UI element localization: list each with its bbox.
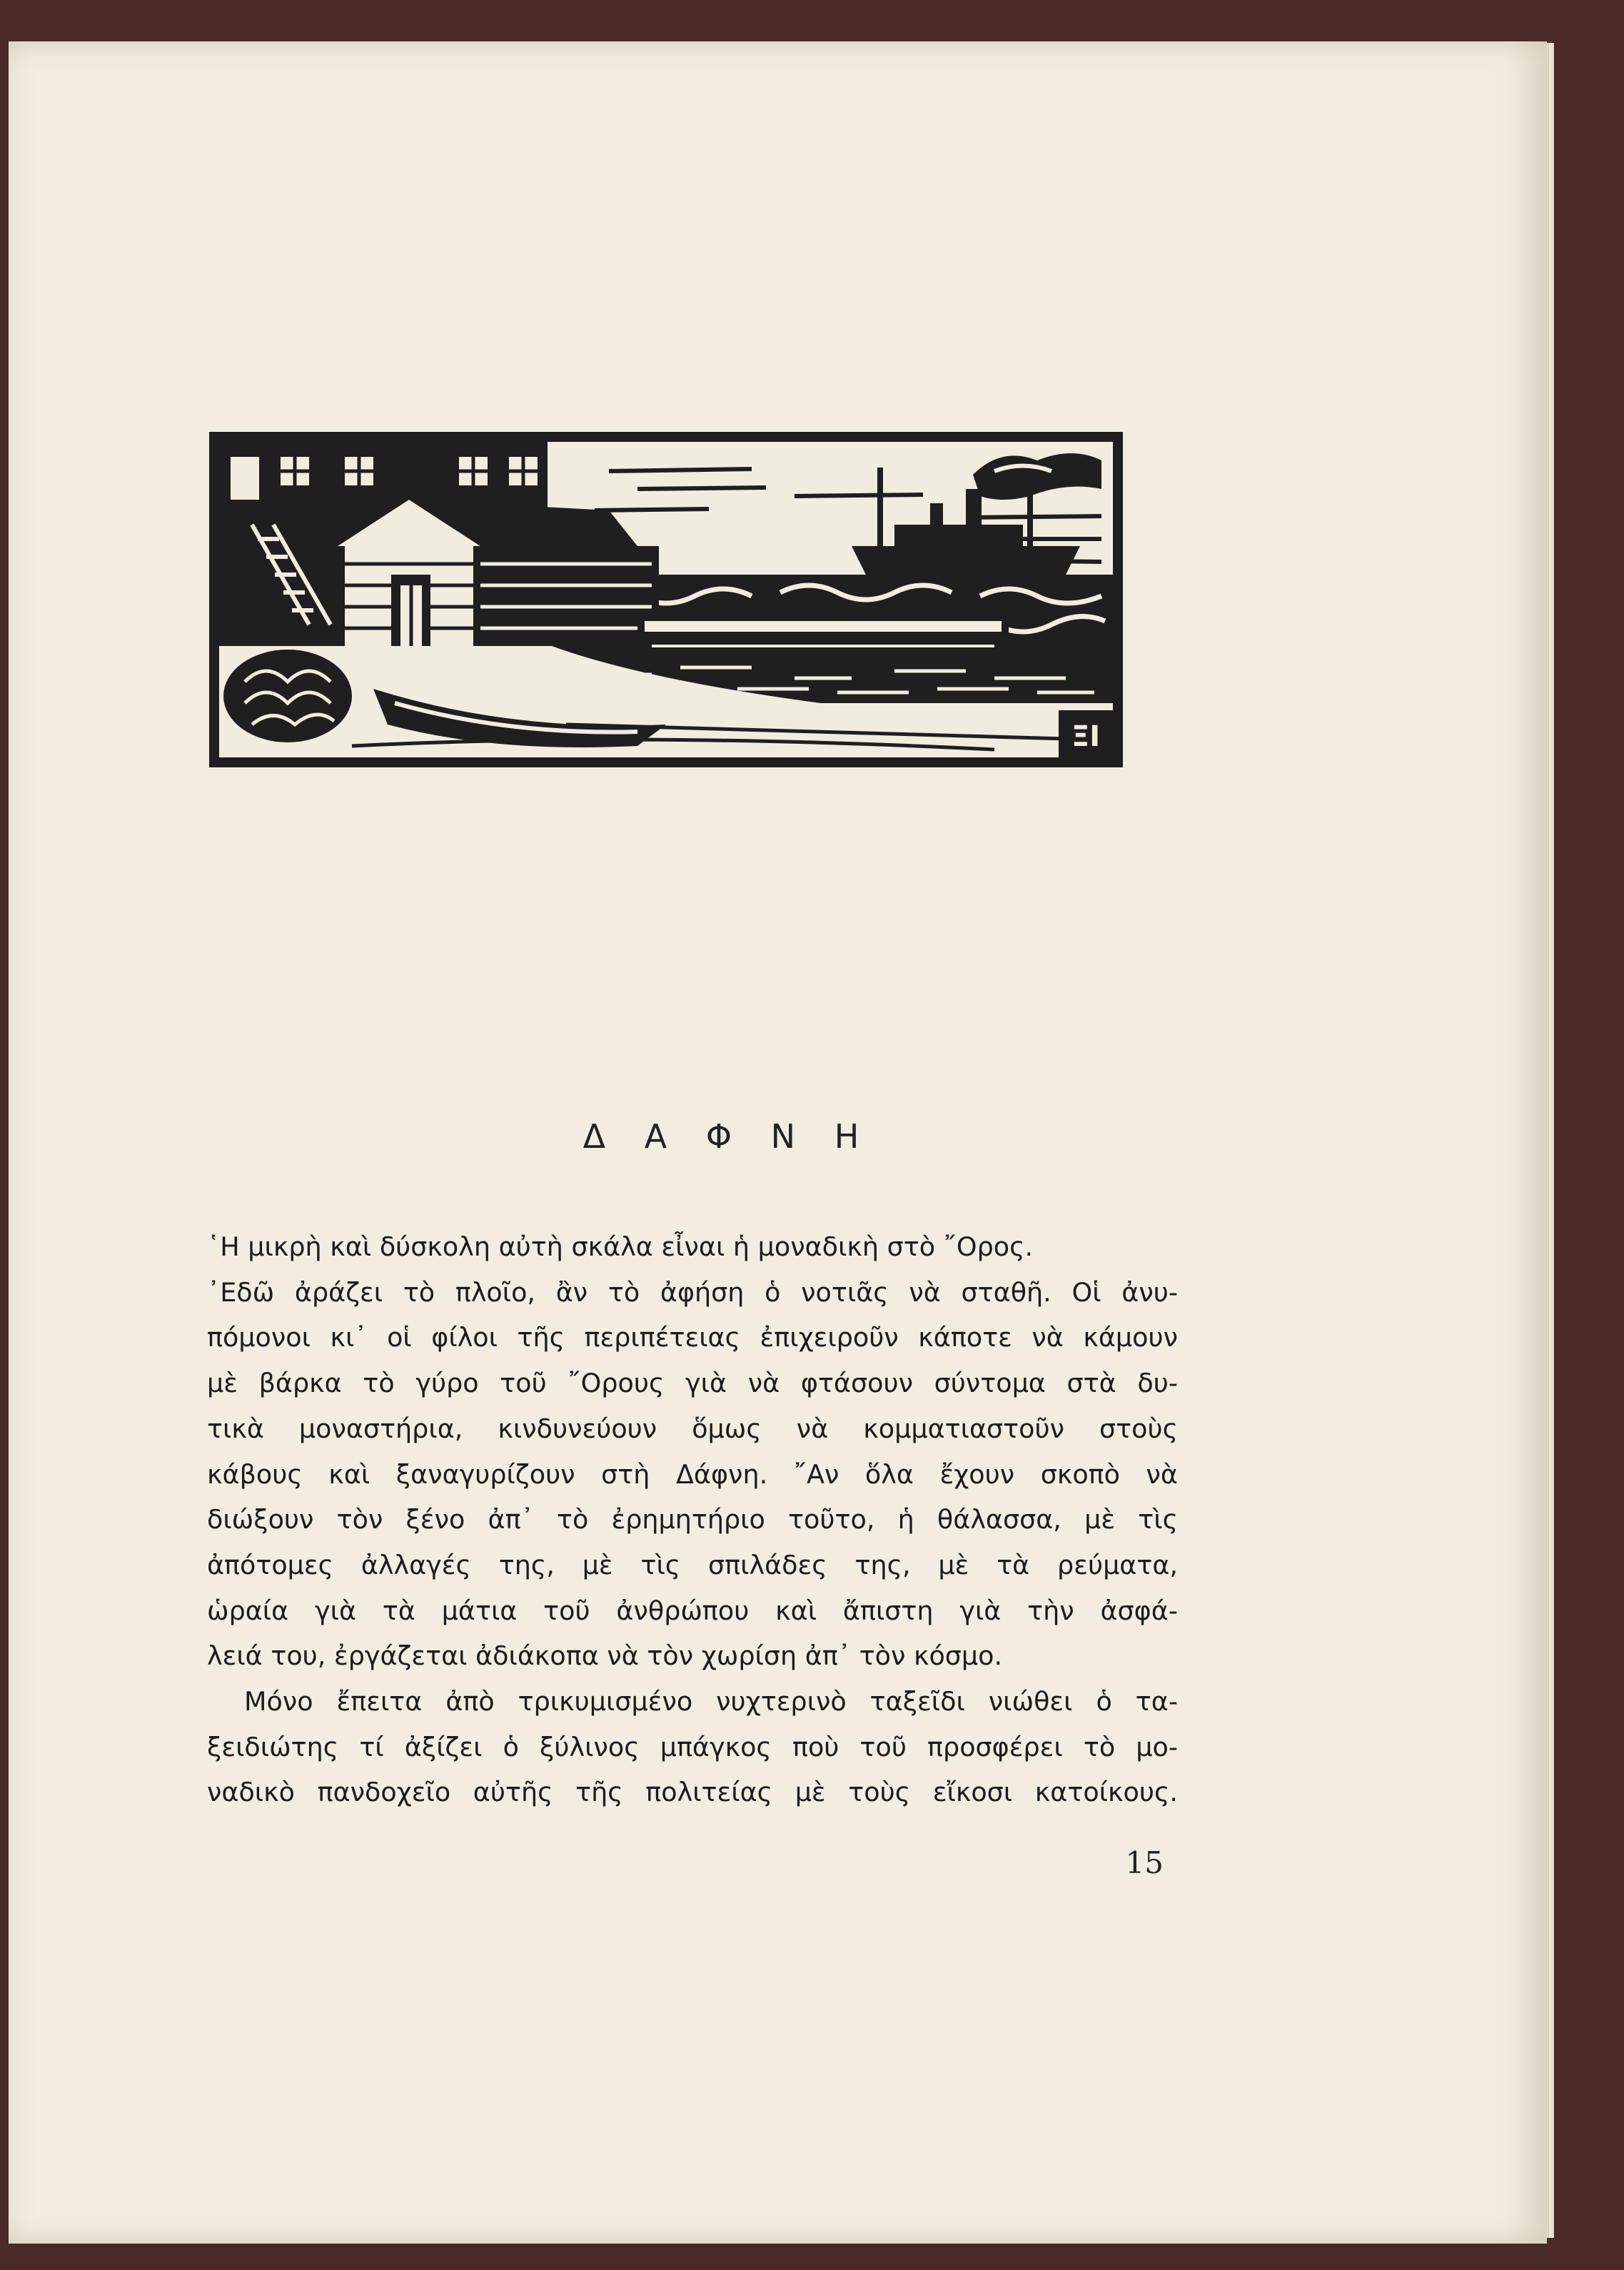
text-line: Μόνο ἔπειτα ἀπὸ τρικυμισμένο νυχτερινὸ ταξεῖδι νιώθει ὁ τα- <box>244 1686 1178 1717</box>
woodcut-illustration <box>209 432 1123 767</box>
text-line: ξειδιώτης τί ἀξίζει ὁ ξύλινος μπάγκος ποὺ τοῦ προσφέρει τὸ μο- <box>207 1731 1178 1762</box>
text-line: ᾽Εδῶ ἀράζει τὸ πλοῖο, ἂν τὸ ἀφήση ὁ νοτιᾶς νὰ σταθῆ. Οἱ ἀνυ- <box>207 1276 1178 1308</box>
page-number: 15 <box>1125 1845 1164 1880</box>
text-line: κάβους καὶ ξαναγυρίζουν στὴ Δάφνη. ῎Αν ὅλα ἔχουν σκοπὸ νὰ <box>207 1458 1178 1490</box>
chapter-title: Δ Α Φ Ν Η <box>582 1117 874 1156</box>
text-line: λειά του, ἐργάζεται ἀδιάκοπα νὰ τὸν χωρίση ἀπ᾽ τὸν κόσμο. <box>207 1640 1003 1672</box>
text-line: πόμονοι κι᾽ οἱ φίλοι τῆς περιπέτειας ἐπιχειροῦν κάποτε νὰ κάμουν <box>207 1322 1178 1353</box>
text-line: ἀπότομες ἀλλαγές της, μὲ τὶς σπιλάδες της, μὲ τὰ ρεύματα, <box>207 1549 1178 1580</box>
text-line: ὡραία γιὰ τὰ μάτια τοῦ ἀνθρώπου καὶ ἄπιστη γιὰ τὴν ἀσφά- <box>207 1595 1178 1626</box>
text-line: διώξουν τὸν ξένο ἀπ᾽ τὸ ἐρημητήριο τοῦτο, ἡ θάλασσα, μὲ τὶς <box>207 1504 1178 1535</box>
monogram: ΞΙ <box>1071 720 1101 753</box>
text-line: ναδικὸ πανδοχεῖο αὐτῆς τῆς πολιτείας μὲ τοὺς εἴκοσι κατοίκους. <box>207 1777 1178 1808</box>
body-text <box>207 1224 1178 1815</box>
text-line: μὲ βάρκα τὸ γύρο τοῦ ῎Ορους γιὰ νὰ φτάσουν σύντομα στὰ δυ- <box>207 1368 1178 1399</box>
text-line: ῾Η μικρὴ καὶ δύσκολη αὐτὴ σκάλα εἶναι ἡ μοναδικὴ στὸ ῎Ορος. <box>207 1231 1034 1262</box>
text-line: τικὰ μοναστήρια, κινδυνεύουν ὅμως νὰ κομματιαστοῦν στοὺς <box>207 1413 1178 1444</box>
